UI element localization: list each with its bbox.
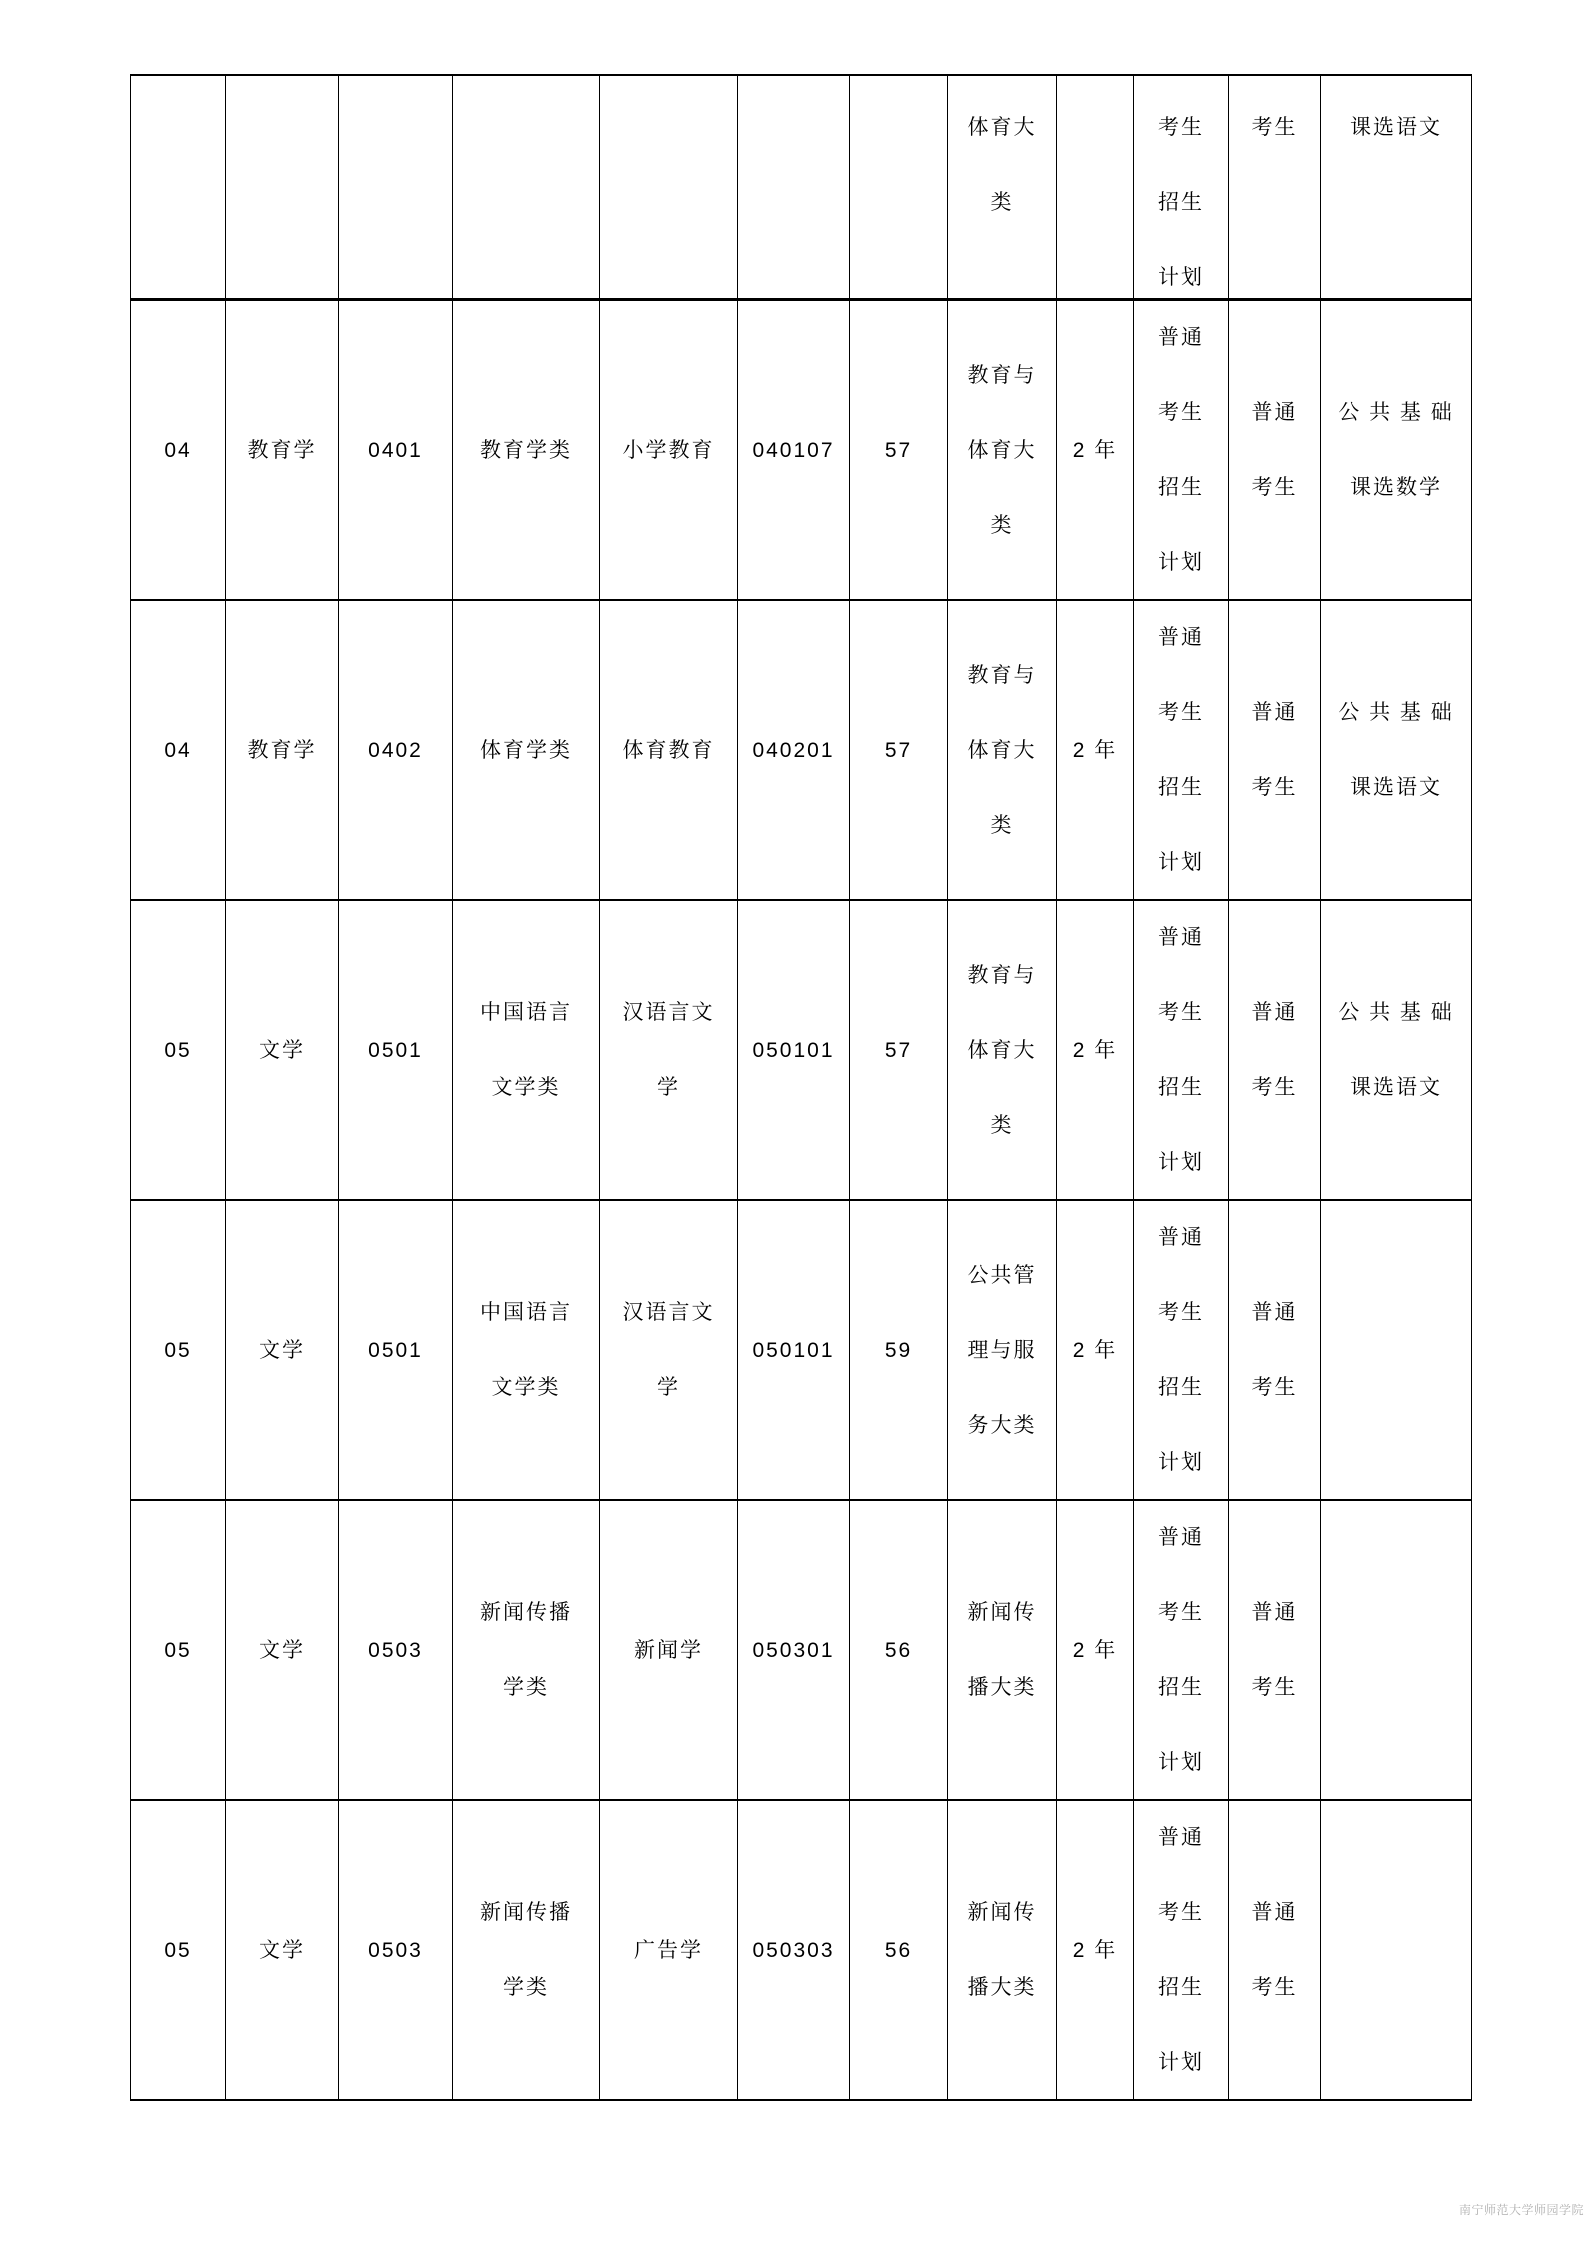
table-cell-line: 考生 (1158, 1301, 1204, 1324)
table-cell (1229, 301, 1321, 599)
watermark-text: 南宁师范大学师园学院 (1459, 2203, 1585, 2217)
table-cell (850, 76, 948, 298)
table-cell (600, 301, 738, 599)
table-cell (1057, 1201, 1134, 1499)
table-cell-line: 普通 (1158, 1826, 1204, 1849)
table-cell (131, 1201, 226, 1499)
table-cell (1134, 601, 1229, 899)
table-cell-line: 普通 (1158, 1226, 1204, 1249)
table-cell-line: 招生 (1158, 776, 1204, 799)
table-cell-line: 教育学 (247, 738, 317, 762)
table-cell-line: 0402 (368, 738, 423, 762)
table-cell (948, 301, 1057, 599)
table-cell-line: 中国语言 (480, 1301, 572, 1324)
table-cell-line: 040107 (752, 438, 835, 462)
table-cell-line: 04 (164, 738, 192, 762)
table-cell (1134, 1201, 1229, 1499)
table-cell-line: 教育学 (247, 438, 317, 462)
table-cell (948, 76, 1057, 298)
table-cell-line: 招生 (1158, 476, 1204, 499)
table-cell-line: 考生 (1251, 476, 1298, 499)
table-cell (131, 901, 226, 1199)
table-cell (226, 1201, 339, 1499)
table-row (131, 601, 1472, 901)
table-cell-line: 文学类 (491, 1376, 561, 1399)
table-cell (1321, 1201, 1472, 1499)
table-cell-line: 计划 (1158, 2051, 1204, 2074)
table-cell-line: 考生 (1158, 1601, 1204, 1624)
table-cell-line: 文学 (259, 1638, 305, 1662)
table-cell-line: 考生 (1251, 776, 1298, 799)
table-cell-line: 05 (164, 1038, 192, 1062)
table-cell (1134, 901, 1229, 1199)
table-cell-line: 学 (657, 1376, 680, 1399)
table-cell (339, 1201, 453, 1499)
table-cell (1229, 1201, 1321, 1499)
table-cell (453, 1801, 600, 2099)
table-cell-line: 体育学类 (480, 738, 572, 762)
table-cell (850, 1201, 948, 1499)
table-cell (339, 1501, 453, 1799)
table-cell-line: 普通 (1251, 1901, 1298, 1924)
table-cell (600, 901, 738, 1199)
table-row (131, 1201, 1472, 1501)
table-cell-line: 播大类 (967, 1676, 1037, 1699)
table-cell-line: 050101 (752, 1338, 835, 1362)
table-cell (226, 1801, 339, 2099)
table-cell-line: 公 共 基 础 (1338, 701, 1454, 724)
table-cell (850, 301, 948, 599)
table-cell (131, 601, 226, 899)
table-cell (226, 1501, 339, 1799)
table-cell-line: 体育大 (967, 438, 1037, 462)
table-cell-line: 考生 (1251, 1376, 1298, 1399)
table-cell-line: 新闻传 (967, 1901, 1037, 1924)
table-row (131, 901, 1472, 1201)
table-cell-line: 教育学类 (480, 438, 572, 462)
table-cell-line: 考生 (1158, 1001, 1204, 1024)
table-cell (339, 901, 453, 1199)
table-cell (948, 1801, 1057, 2099)
table-cell-line: 050301 (752, 1638, 835, 1662)
table-cell (948, 901, 1057, 1199)
table-cell-line: 57 (884, 438, 913, 462)
table-cell (1229, 601, 1321, 899)
table-cell-line: 57 (884, 738, 913, 762)
table-cell-line: 新闻传播 (480, 1901, 572, 1924)
table-row (131, 1801, 1472, 2101)
table-cell-line: 2 年 (1072, 1938, 1118, 1962)
table-cell (131, 1801, 226, 2099)
table-cell-line: 公 共 基 础 (1338, 401, 1454, 424)
table-cell-line: 05 (164, 1338, 192, 1362)
table-cell (453, 301, 600, 599)
table-cell-line: 招生 (1158, 1076, 1204, 1099)
table-cell-line: 文学类 (491, 1076, 561, 1099)
table-cell-line: 招生 (1158, 1676, 1204, 1699)
table-cell-line: 体育大 (967, 116, 1037, 139)
table-cell-line: 招生 (1158, 1976, 1204, 1999)
table-cell-line: 汉语言文 (622, 1001, 715, 1024)
table-cell-line: 普通 (1158, 626, 1204, 649)
table-cell-line: 59 (884, 1338, 913, 1362)
table-cell-line: 类 (990, 813, 1014, 837)
table-cell-line: 考生 (1158, 401, 1204, 424)
table-cell (1057, 301, 1134, 599)
table-cell (600, 76, 738, 298)
table-row (131, 301, 1472, 601)
table-cell-line: 课选语文 (1350, 116, 1442, 139)
table-cell (1057, 1801, 1134, 2099)
table-cell (1321, 301, 1472, 599)
table-cell-line: 0401 (368, 438, 423, 462)
table-cell-line: 广告学 (634, 1938, 703, 1962)
table-cell (600, 1201, 738, 1499)
table-cell (339, 76, 453, 298)
table-cell (226, 901, 339, 1199)
admission-table (130, 74, 1472, 2101)
table-cell-line: 2 年 (1072, 1038, 1118, 1062)
table-cell (738, 1201, 850, 1499)
table-cell-line: 小学教育 (622, 438, 715, 462)
table-cell (600, 1501, 738, 1799)
table-cell-line: 0501 (368, 1038, 423, 1062)
table-cell (850, 1501, 948, 1799)
table-cell-line: 类 (990, 1113, 1014, 1137)
table-cell-line: 普通 (1251, 1601, 1298, 1624)
table-cell-line: 考生 (1158, 1901, 1204, 1924)
table-cell-line: 普通 (1158, 1526, 1204, 1549)
table-cell-line: 新闻传播 (480, 1601, 572, 1624)
table-cell-line: 学类 (503, 1976, 549, 1999)
table-cell-line: 普通 (1251, 401, 1298, 424)
table-cell (1134, 76, 1229, 298)
table-cell-line: 体育大 (967, 1038, 1037, 1062)
table-cell-line: 中国语言 (480, 1001, 572, 1024)
table-cell-line: 文学 (259, 1038, 305, 1062)
table-cell-line: 考生 (1251, 1976, 1298, 1999)
table-cell-line: 计划 (1158, 1151, 1204, 1174)
table-row (131, 1501, 1472, 1801)
table-cell-line: 教育与 (967, 363, 1037, 387)
table-cell (738, 901, 850, 1199)
table-cell-line: 0501 (368, 1338, 423, 1362)
table-cell-line: 文学 (259, 1338, 305, 1362)
table-cell (226, 601, 339, 899)
table-cell-line: 新闻传 (967, 1601, 1037, 1624)
table-cell (1057, 76, 1134, 298)
table-cell (738, 1501, 850, 1799)
table-cell-line: 计划 (1158, 1451, 1204, 1474)
table-cell (339, 1801, 453, 2099)
table-cell-line: 2 年 (1072, 738, 1118, 762)
table-cell-line: 计划 (1158, 851, 1204, 874)
table-cell-line: 招生 (1158, 191, 1204, 214)
table-cell-line: 公 共 基 础 (1338, 1001, 1454, 1024)
table-cell (1134, 1501, 1229, 1799)
table-cell-line: 教育与 (967, 663, 1037, 687)
table-cell (453, 1501, 600, 1799)
table-cell-line: 考生 (1251, 1676, 1298, 1699)
table-cell-line: 教育与 (967, 963, 1037, 987)
table-cell (1321, 76, 1472, 298)
table-cell (1321, 901, 1472, 1199)
table-cell (131, 1501, 226, 1799)
table-cell (131, 301, 226, 599)
table-cell (1229, 76, 1321, 298)
table-cell-line: 0503 (368, 1938, 423, 1962)
table-cell-line: 2 年 (1072, 1338, 1118, 1362)
table-cell (850, 601, 948, 899)
table-cell-line: 学类 (503, 1676, 549, 1699)
table-cell (453, 601, 600, 899)
table-cell-line: 理与服 (967, 1338, 1037, 1362)
table-cell (1057, 901, 1134, 1199)
table-cell (131, 76, 226, 298)
table-cell-line: 公共管 (967, 1263, 1037, 1287)
table-cell (948, 1201, 1057, 1499)
table-cell-line: 普通 (1158, 926, 1204, 949)
table-cell-line: 课选数学 (1350, 476, 1442, 499)
table-cell-line: 汉语言文 (622, 1301, 715, 1324)
table-cell (850, 901, 948, 1199)
table-cell (453, 76, 600, 298)
table-cell-line: 0503 (368, 1638, 423, 1662)
table-cell-line: 040201 (752, 738, 835, 762)
table-cell (453, 901, 600, 1199)
table-cell-line: 56 (884, 1638, 913, 1662)
table-cell (1321, 1501, 1472, 1799)
table-cell (738, 301, 850, 599)
table-cell-line: 050303 (752, 1938, 835, 1962)
table-cell-line: 考生 (1251, 116, 1298, 139)
table-cell-line: 考生 (1158, 116, 1204, 139)
table-cell (226, 301, 339, 599)
table-cell (226, 76, 339, 298)
table-cell (1229, 1501, 1321, 1799)
table-cell-line: 普通 (1251, 1301, 1298, 1324)
table-cell-line: 2 年 (1072, 1638, 1118, 1662)
table-cell-line: 文学 (259, 1938, 305, 1962)
table-cell-line: 考生 (1251, 1076, 1298, 1099)
table-cell (738, 76, 850, 298)
table-cell-line: 计划 (1158, 551, 1204, 574)
table-cell-line: 学 (657, 1076, 680, 1099)
table-cell-line: 2 年 (1072, 438, 1118, 462)
table-cell-line: 招生 (1158, 1376, 1204, 1399)
table-cell-line: 050101 (752, 1038, 835, 1062)
table-cell-line: 56 (884, 1938, 913, 1962)
table-cell (600, 601, 738, 899)
table-cell-line: 类 (990, 191, 1014, 214)
table-cell-line: 考生 (1158, 701, 1204, 724)
table-cell (1134, 1801, 1229, 2099)
table-cell (948, 601, 1057, 899)
table-cell (738, 1801, 850, 2099)
table-cell-line: 计划 (1158, 266, 1204, 289)
table-cell (339, 301, 453, 599)
table-cell-line: 新闻学 (634, 1638, 703, 1662)
table-cell-line: 务大类 (967, 1413, 1037, 1437)
table-cell (1229, 1801, 1321, 2099)
table-cell-line: 普通 (1251, 1001, 1298, 1024)
table-cell-line: 04 (164, 438, 192, 462)
table-cell (948, 1501, 1057, 1799)
table-cell (453, 1201, 600, 1499)
table-cell-line: 体育教育 (622, 738, 715, 762)
table-cell-line: 普通 (1158, 326, 1204, 349)
table-cell (339, 601, 453, 899)
table-cell-line: 05 (164, 1938, 192, 1962)
table-cell-line: 播大类 (967, 1976, 1037, 1999)
table-cell-line: 05 (164, 1638, 192, 1662)
table-cell (1321, 601, 1472, 899)
table-cell-line: 体育大 (967, 738, 1037, 762)
table-cell (1134, 301, 1229, 599)
table-cell-line: 计划 (1158, 1751, 1204, 1774)
table-cell-line: 57 (884, 1038, 913, 1062)
table-cell (1057, 601, 1134, 899)
table-cell (1057, 1501, 1134, 1799)
table-cell (1229, 901, 1321, 1199)
table-row (131, 76, 1472, 301)
table-cell-line: 普通 (1251, 701, 1298, 724)
table-cell-line: 类 (990, 513, 1014, 537)
table-cell-line: 课选语文 (1350, 776, 1442, 799)
table-cell (850, 1801, 948, 2099)
table-cell (1321, 1801, 1472, 2099)
table-cell (738, 601, 850, 899)
table-cell (600, 1801, 738, 2099)
table-cell-line: 课选语文 (1350, 1076, 1442, 1099)
